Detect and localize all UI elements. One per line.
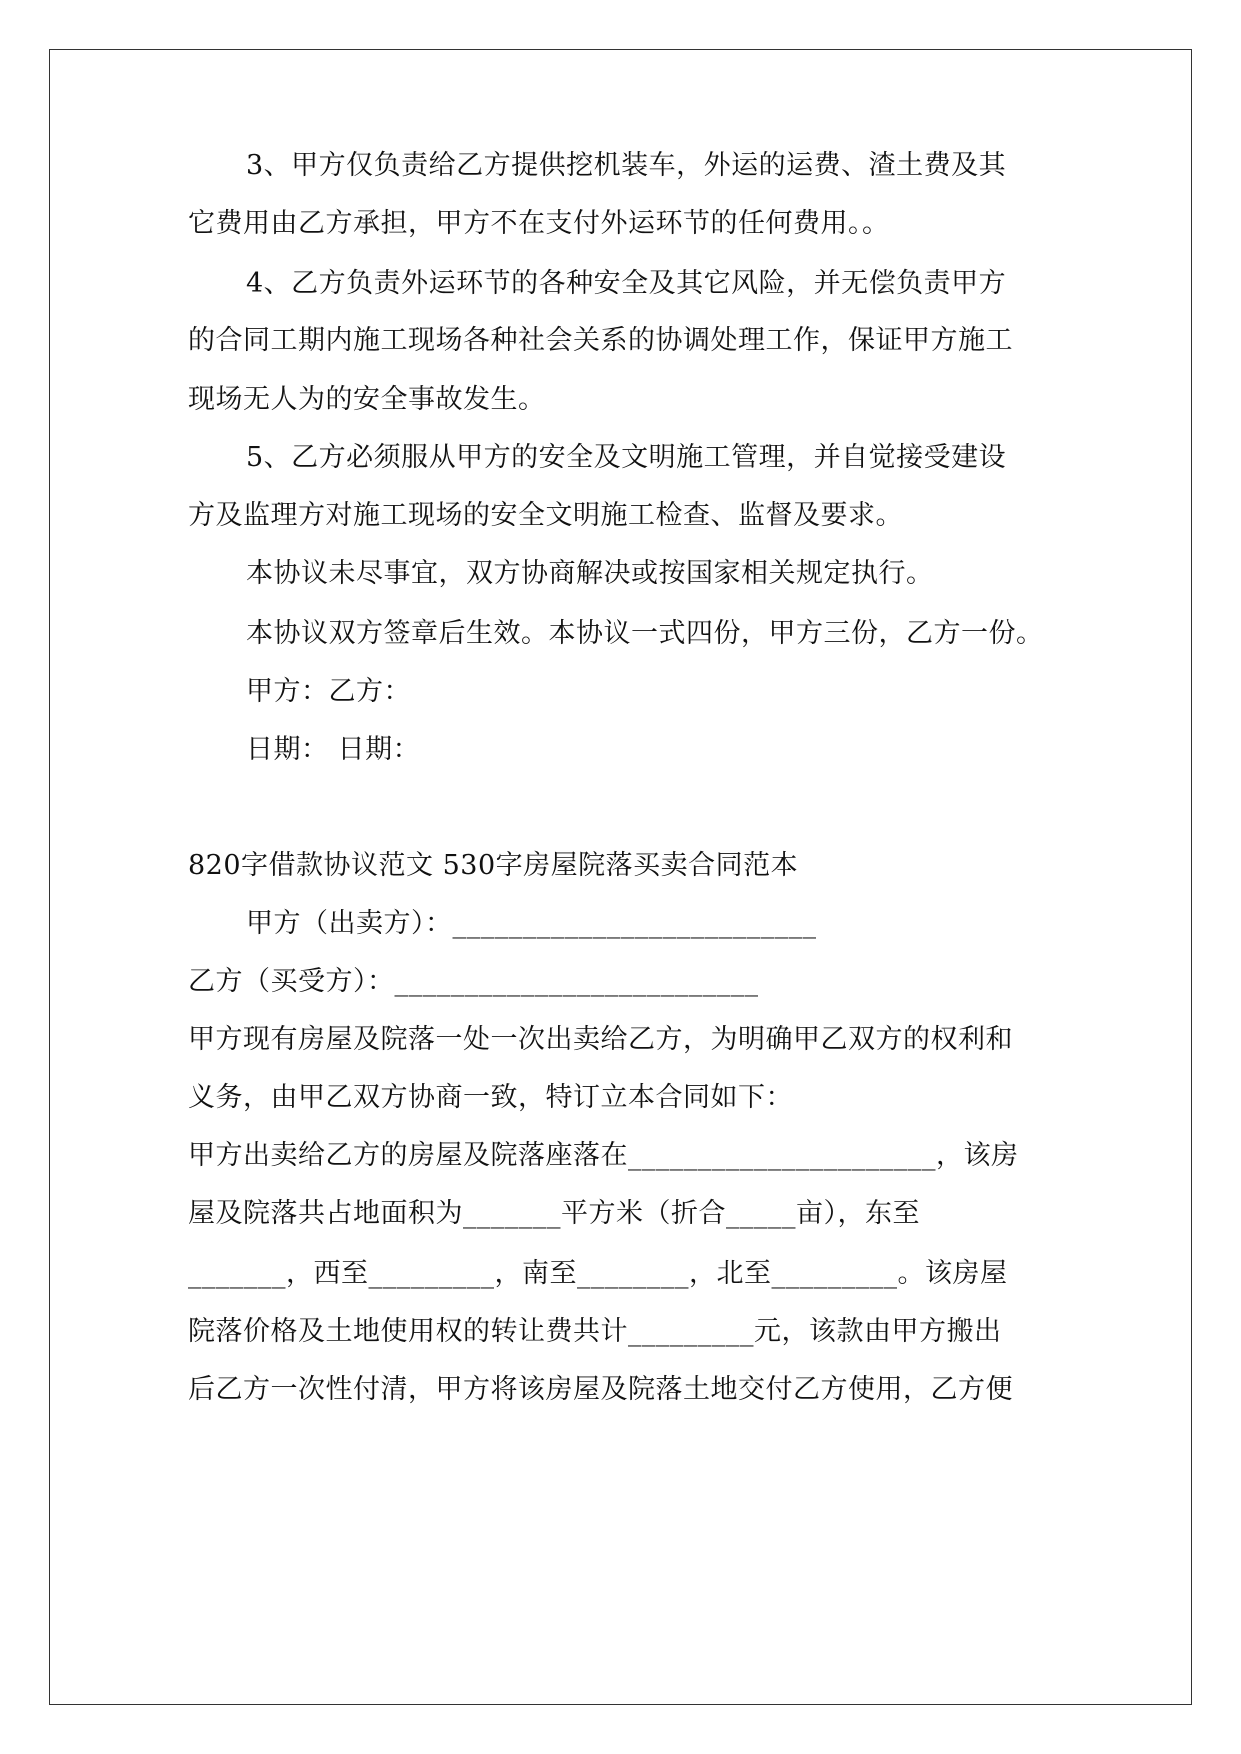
party-signature-line: 甲方：乙方： (246, 676, 411, 707)
clause-3-line-1: 3、甲方仅负责给乙方提供挖机装车，外运的运费、渣土费及其 (246, 150, 1007, 181)
property-line-2: 屋及院落共占地面积为_______平方米（折合_____亩），东至 (188, 1198, 920, 1229)
date-line: 日期： 日期： (246, 734, 421, 765)
property-line-1: 甲方出卖给乙方的房屋及院落座落在______________________，该房 (188, 1140, 1019, 1171)
buyer-party-line: 乙方（买受方）：__________________________ (188, 966, 759, 997)
intro-line-2: 义务，由甲乙双方协商一致，特订立本合同如下： (188, 1082, 793, 1113)
property-line-5: 后乙方一次性付清，甲方将该房屋及院落土地交付乙方使用，乙方便 (188, 1374, 1013, 1405)
clause-4-line-1: 4、乙方负责外运环节的各种安全及其它风险，并无偿负责甲方 (246, 268, 1007, 299)
seller-party-line: 甲方（出卖方）：__________________________ (246, 908, 817, 939)
unresolved-matters-paragraph: 本协议未尽事宜，双方协商解决或按国家相关规定执行。 (246, 558, 934, 589)
clause-3-line-2: 它费用由乙方承担，甲方不在支付外运环节的任何费用。。 (188, 208, 890, 239)
intro-line-1: 甲方现有房屋及院落一处一次出卖给乙方，为明确甲乙双方的权利和 (188, 1024, 1013, 1055)
clause-5-line-2: 方及监理方对施工现场的安全文明施工检查、监督及要求。 (188, 500, 903, 531)
clause-5-line-1: 5、乙方必须服从甲方的安全及文明施工管理，并自觉接受建设 (246, 442, 1007, 473)
property-line-3: _______，西至_________，南至________，北至_________。该房屋 (188, 1258, 1008, 1289)
effective-clause-paragraph: 本协议双方签章后生效。本协议一式四份，甲方三份，乙方一份。 (246, 618, 1044, 649)
property-line-4: 院落价格及土地使用权的转让费共计_________元，该款由甲方搬出 (188, 1316, 1002, 1347)
clause-4-line-3: 现场无人为的安全事故发生。 (188, 384, 546, 415)
clause-4-line-2: 的合同工期内施工现场各种社会关系的协调处理工作，保证甲方施工 (188, 325, 1013, 356)
related-titles-line: 820字借款协议范文 530字房屋院落买卖合同范本 (188, 850, 799, 881)
